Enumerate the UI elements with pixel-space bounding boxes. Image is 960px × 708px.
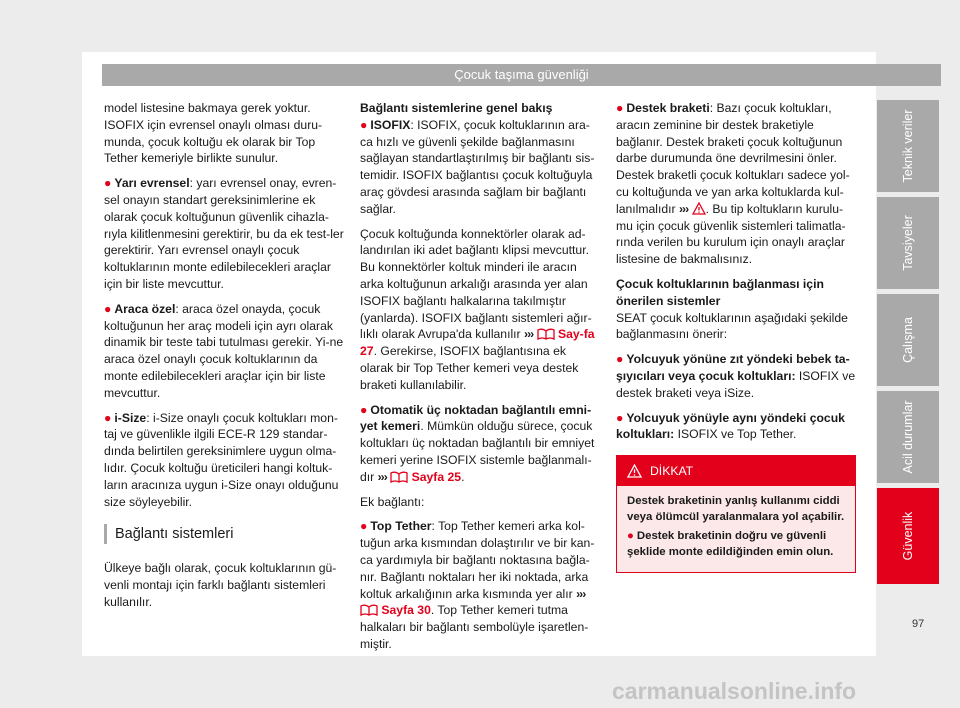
paragraph: Ülkeye bağlı olarak, çocuk koltuklarının gü-venli montajı için farklı bağlantı sistemleri kullanılır. (104, 561, 337, 609)
page (82, 52, 876, 656)
paragraph: Ek bağlantı: (360, 494, 425, 509)
header-bar (102, 64, 941, 86)
column-3 (616, 100, 860, 573)
bullet-icon: ● (627, 530, 634, 543)
bullet-item: ● ISOFIX: ISOFIX, çocuk koltuklarının ara-ca hızlı ve güvenli şekilde bağlanmasını sağlayan standartlaştırılmış bir bağlantı sis-temidir. ISOFIX bağlantısı çocuk koltuğuyla araç gövdesi arasında sağlam bir bağlantı sağlar. (360, 117, 595, 216)
bullet-item: ● Yolcuyuk yönüne zıt yöndeki bebek ta-şıyıcıları veya çocuk koltukları: ISOFIX ve destek braketi veya iSize. (616, 352, 856, 400)
bullet-icon: ● (104, 410, 112, 425)
page-number: 97 (912, 618, 925, 630)
paragraph: model listesine bakmaya gerek yoktur. ISOFIX için evrensel onaylı olması duru-munda, çocuk koltuğu ek olarak bir Top Tether kemeriyle birlikte sunulur. (104, 101, 323, 166)
warning-bullet: ● Destek braketinin doğru ve güvenli şeklide monte edildiğinden emin olun. (627, 530, 834, 558)
column-2 (360, 100, 600, 661)
bullet-item: ● Destek braketi: Bazı çocuk koltukları, aracın zeminine bir destek braketiyle bağlanır. Destek braketi çocuk koltuğunun darbe durumunda öne devrilmesini önler. Destek braketli çocuk koltukları sadece yol-cu koltuğunda ve yan arka koltuklarda kul-lanılmalıdır ››› . Bu tip koltukların kurulu-mu için çocuk güvenlik sistemleri talimatla-rında verilen bu kurulum için onaylı araçlar listesine de bakmalısınız. (616, 101, 850, 267)
page-link[interactable]: Sayfa 30 (381, 603, 431, 618)
tab-calisma[interactable]: Çalışma (877, 294, 939, 386)
tab-tavsiyeler[interactable]: Tavsiyeler (877, 197, 939, 289)
bullet-icon: ● (104, 301, 112, 316)
paragraph: SEAT çocuk koltuklarının aşağıdaki şekilde bağlanmasını önerir: (616, 310, 848, 342)
warning-icon[interactable] (692, 202, 706, 215)
bullet-item: ● Yarı evrensel: yarı evrensel onay, evren-sel onayın standart gereksinimlerine ek olarak çocuk koltuğunun güvenlik cihazla-rıyla kilitlenmesini gerektirir, bu da ek test-ler gerektirir. Yarı evrensel onaylı çocuk koltuklarının monte edilebilecekleri araçlar için bir liste mevcuttur. (104, 176, 344, 291)
bullet-item: ● Araca özel: araca özel onayda, çocuk koltuğunun her araç modeli için ayrı olarak dinamik bir teste tabi tutulması gerekir. Yi-ne araca özel onaylı çocuk koltuklarının da monte edilebilecekleri araçlar için bir liste mevcuttur. (104, 301, 344, 400)
tab-acil-durumlar[interactable]: Acil durumlar (877, 391, 939, 483)
bullet-icon: ● (616, 101, 624, 115)
subheading: Çocuk koltuklarının bağlanması için önerilen sistemler (616, 276, 824, 308)
bullet-icon: ● (360, 117, 368, 132)
warning-title: DİKKAT (650, 464, 694, 479)
bullet-icon: ● (360, 402, 368, 417)
tab-guvenlik[interactable]: Güvenlik (877, 488, 939, 584)
bullet-icon: ● (360, 519, 368, 534)
page-link[interactable]: Sayfa 25 (411, 469, 462, 484)
bullet-item: ● i-Size: i-Size onaylı çocuk koltukları mon-taj ve güvenlikle ilgili ECE-R 129 standar-dında belirtilen gereksinimlere uygun olma-lıdır. Çocuk koltuğu üreticileri hangi koltuk-ların aracınıza uygun i-Size onayı olduğunu size söyleyebilir. (104, 410, 339, 509)
book-icon[interactable] (537, 328, 555, 340)
warning-text: Destek braketinin yanlış kullanımı ciddi veya ölümcül yaralanmalara yol açabilir. (627, 495, 845, 523)
column-1 (104, 100, 344, 619)
page-title: Çocuk taşıma güvenliği (454, 67, 589, 82)
subheading: Bağlantı sistemlerine genel bakış (360, 101, 553, 115)
bullet-item: ● Yolcuyuk yönüyle aynı yöndeki çocuk koltukları: ISOFIX ve Top Tether. (616, 410, 845, 442)
chevron-icon: ››› (679, 201, 689, 216)
chevron-icon: ››› (377, 469, 387, 484)
book-icon[interactable] (360, 604, 378, 616)
tab-teknik-veriler[interactable]: Teknik veriler (877, 100, 939, 192)
chevron-icon: ››› (576, 586, 586, 601)
bullet-icon: ● (616, 352, 624, 367)
warning-body (617, 486, 855, 572)
section-heading: Bağlantı sistemleri (104, 524, 344, 544)
warning-box (616, 455, 856, 573)
warning-icon (627, 464, 642, 478)
bullet-item: ● Top Tether: Top Tether kemeri arka kol-tuğun arka kısmından dolaştırılır ve bir kan-ca yardımıyla bir bağlantı noktasına bağla-nır. Bağlantı noktaları her iki noktada, arka koltuk arkalığının arka kısmında yer alır ››› Sayfa 30. Top Tether kemeri tutma halkaları bir bağlantı sembolüyle işaretlen-miştir. (360, 519, 595, 651)
paragraph: Çocuk koltuğunda konnektörler olarak ad-landırılan iki adet bağlantı klipsi mevcuttur. Bu konnektörler koltuk minderi ile aracın arka koltuğunun arkalığı arasında yer alan ISOFIX bağlantı halkalarına takılmıştır (yanlarda). ISOFIX bağlantı sistemleri ağır-lıklı olarak Avrupa'da kullanılır ››› Say-fa 27. Gerekirse, ISOFIX bağlantısına ek olarak bir Top Tether kemeri veya destek braketi kullanılabilir. (360, 226, 595, 392)
bullet-icon: ● (616, 410, 624, 425)
chevron-icon: ››› (524, 327, 534, 342)
book-icon[interactable] (390, 471, 408, 483)
page-link[interactable]: Say-fa 27 (360, 327, 595, 359)
warning-header (617, 456, 855, 486)
watermark: carmanualsonline.info (612, 678, 857, 704)
bullet-icon: ● (104, 176, 112, 191)
bullet-item: ● Otomatik üç noktadan bağlantılı emni-yet kemeri. Mümkün olduğu sürece, çocuk koltukları üç noktadan bağlantılı bir emniyet kemeri yerine ISOFIX sistemle bağlanmalı-dır ››› Sayfa 25. (360, 402, 595, 484)
